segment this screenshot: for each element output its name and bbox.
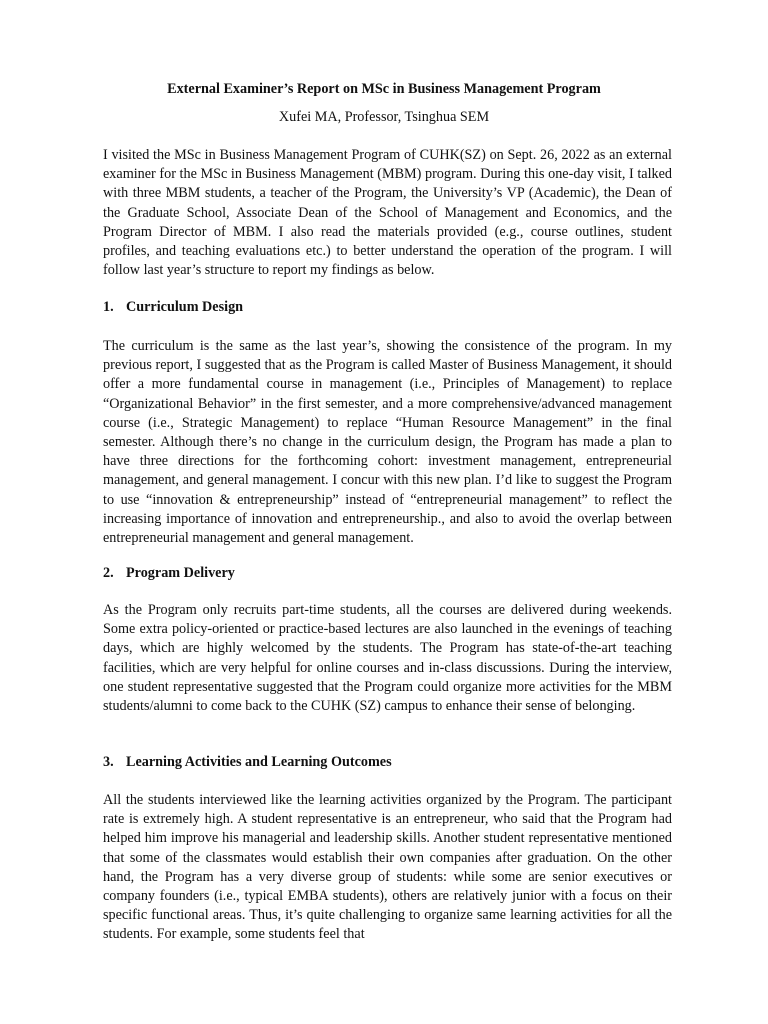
section-heading-program-delivery bbox=[103, 564, 672, 583]
report-title: External Examiner’s Report on MSc in Business Management Program bbox=[167, 81, 601, 97]
section-heading-curriculum-design bbox=[103, 298, 672, 317]
intro-paragraph: I visited the MSc in Business Management Program of CUHK(SZ) on Sept. 26, 2022 as an external examiner for the MSc in Business Management (MBM) program. During this one-day visit, I talked with three MBM students, a teacher of the Program, the University’s VP (Academic), the Dean of the Graduate School, Associate Dean of the School of Management and Economics, and the Program Director of MBM. I also read the materials provided (e.g., course outlines, student profiles, and teaching evaluations etc.) to better understand the operation of the program. I will follow last year’s structure to report my findings as below. bbox=[103, 147, 672, 279]
author-line: Xufei MA, Professor, Tsinghua SEM bbox=[278, 109, 490, 125]
section-number: 1. bbox=[103, 299, 114, 315]
section-title: Learning Activities and Learning Outcomes bbox=[126, 754, 392, 770]
section-title: Program Delivery bbox=[126, 565, 235, 581]
section-body-learning-activities: All the students interviewed like the learning activities organized by the Program. The participant rate is extremely high. A student representative is an entrepreneur, who said that the Program had helped him improve his managerial and leadership skills. Another student representative mentioned that some of the classmates would establish their own companies after graduation. On the other hand, the Program has a very diverse group of students: while some are senior executives or company founders (i.e., typical EMBA students), others are relatively junior with a focus on their specific functional areas. Thus, it’s quite challenging to organize same learning activities for all the students. For example, some students feel that bbox=[103, 792, 672, 943]
section-body-program-delivery: As the Program only recruits part-time students, all the courses are delivered during weekends. Some extra policy-oriented or practice-based lectures are also launched in the evenings of teaching days, which are highly welcomed by the students. The Program has state-of-the-art teaching facilities, which are very helpful for online courses and in-class discussions. During the interview, one student representative suggested that the Program could organize more activities for the MBM students/alumni to come back to the CUHK (SZ) campus to enhance their sense of belonging. bbox=[103, 602, 672, 715]
section-body-curriculum-design: The curriculum is the same as the last year’s, showing the consistence of the program. In my previous report, I suggested that as the Program is called Master of Business Management, it should offer a more fundamental course in management (i.e., Principles of Management) to replace “Organizational Behavior” in the first semester, and a more comprehensive/advanced management course (i.e., Strategic Management) to replace “Human Resource Management” in the final semester. Although there’s no change in the curriculum design, the Program has made a plan to have three directions for the forthcoming cohort: investment management, entrepreneurial management, and general management. I concur with this new plan. I’d like to suggest the Program to use “innovation & entrepreneurship” instead of “entrepreneurial management” to reflect the increasing importance of innovation and entrepreneurship., and also to avoid the overlap between entrepreneurial management and general management. bbox=[103, 338, 672, 547]
section-title: Curriculum Design bbox=[126, 299, 244, 315]
section-number: 2. bbox=[103, 565, 114, 581]
section-heading-learning-activities bbox=[103, 753, 672, 772]
section-number: 3. bbox=[103, 754, 114, 770]
